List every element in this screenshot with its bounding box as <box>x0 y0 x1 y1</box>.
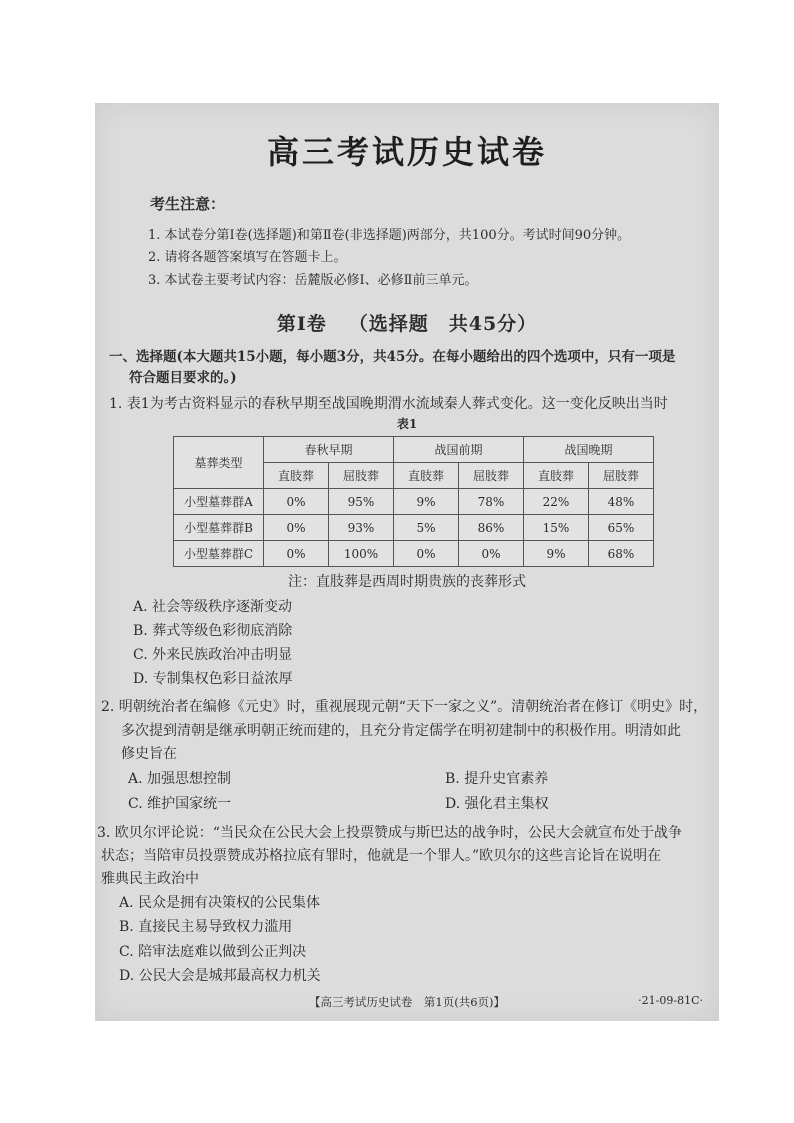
table-row-label: 小型墓葬群C <box>174 541 264 567</box>
table-cell: 48% <box>589 489 654 515</box>
notice-item: 1. 本试卷分第Ⅰ卷(选择题)和第Ⅱ卷(非选择题)两部分，共100分。考试时间90分钟。 <box>148 228 631 243</box>
table-period-header: 春秋早期 <box>264 437 394 463</box>
table-cell: 9% <box>524 541 589 567</box>
question-3-option-d: D. 公民大会是城邦最高权力机关 <box>119 968 321 984</box>
section-desc: （选择题 共45分） <box>348 313 538 335</box>
question-3-option-c: C. 陪审法庭难以做到公正判决 <box>119 944 307 960</box>
paper-code: ·21-09-81C· <box>638 994 703 1007</box>
question-1-stem: 1. 表1为考古资料显示的春秋早期至战国晚期渭水流域秦人葬式变化。这一变化反映出当时 <box>109 396 668 412</box>
table-row <box>174 489 654 515</box>
table-caption: 表1 <box>396 417 418 431</box>
question-3-stem: 状态；当陪审员投票赞成苏格拉底有罪时，他就是一个罪人。”欧贝尔的这些言论旨在说明在 <box>101 848 662 864</box>
table-note: 注：直肢葬是西周时期贵族的丧葬形式 <box>288 574 526 590</box>
question-2-stem: 多次提到清朝是继承明朝正统而建的，且充分肯定儒学在明初建制中的积极作用。明清如此 <box>121 723 681 739</box>
table-cell: 100% <box>329 541 394 567</box>
table-cell: 22% <box>524 489 589 515</box>
section-part: 第Ⅰ卷 <box>276 313 327 335</box>
table-corner-cell: 墓葬类型 <box>174 437 264 489</box>
question-1-option-a: A. 社会等级秩序逐渐变动 <box>133 599 293 615</box>
section-instruction: 一、选择题(本大题共15小题，每小题3分，共45分。在每小题给出的四个选项中，只有一项是 <box>109 349 676 365</box>
table-row <box>174 541 654 567</box>
table-subheader: 直肢葬 <box>524 463 589 489</box>
table-cell: 68% <box>589 541 654 567</box>
page-footer: 【高三考试历史试卷 第1页(共6页)】 <box>308 995 506 1009</box>
question-2-option-b: B. 提升史官素养 <box>445 771 549 787</box>
table-row-label: 小型墓葬群B <box>174 515 264 541</box>
question-2-stem: 2. 明朝统治者在编修《元史》时，重视展现元朝“天下一家之义”。清朝统治者在修订《明史》时， <box>101 699 708 715</box>
table-header-row <box>174 437 654 463</box>
question-2-option-c: C. 维护国家统一 <box>128 796 232 812</box>
table-cell: 86% <box>459 515 524 541</box>
table-cell: 15% <box>524 515 589 541</box>
table-period-header: 战国前期 <box>394 437 524 463</box>
table-cell: 78% <box>459 489 524 515</box>
notice-heading: 考生注意： <box>150 195 226 213</box>
page-title: 高三考试历史试卷 <box>266 133 547 171</box>
question-1-option-c: C. 外来民族政治冲击明显 <box>133 647 293 663</box>
table-subheader: 屈肢葬 <box>589 463 654 489</box>
table-cell: 93% <box>329 515 394 541</box>
table-subheader: 直肢葬 <box>264 463 329 489</box>
burial-table <box>173 436 654 567</box>
table-subheader: 直肢葬 <box>394 463 459 489</box>
notice-item: 3. 本试卷主要考试内容：岳麓版必修Ⅰ、必修Ⅱ前三单元。 <box>148 273 478 288</box>
table-cell: 65% <box>589 515 654 541</box>
question-3-option-b: B. 直接民主易导致权力滥用 <box>119 919 293 935</box>
table-cell: 0% <box>264 541 329 567</box>
question-2-stem: 修史旨在 <box>121 746 177 762</box>
table-period-header: 战国晚期 <box>524 437 654 463</box>
section-instruction: 符合题目要求的。) <box>129 370 237 386</box>
exam-paper <box>95 103 719 1021</box>
question-3-stem: 雅典民主政治中 <box>101 871 199 887</box>
table-subheader: 屈肢葬 <box>459 463 524 489</box>
table-cell: 5% <box>394 515 459 541</box>
question-2-option-d: D. 强化君主集权 <box>445 796 549 812</box>
table-cell: 9% <box>394 489 459 515</box>
question-1-option-d: D. 专制集权色彩日益浓厚 <box>133 671 293 687</box>
section-title <box>95 309 719 336</box>
table-cell: 0% <box>264 489 329 515</box>
question-3-option-a: A. 民众是拥有决策权的公民集体 <box>119 895 321 911</box>
table-subheader: 屈肢葬 <box>329 463 394 489</box>
table-cell: 0% <box>394 541 459 567</box>
notice-item: 2. 请将各题答案填写在答题卡上。 <box>148 250 347 265</box>
question-1-option-b: B. 葬式等级色彩彻底消除 <box>133 623 293 639</box>
table-row-label: 小型墓葬群A <box>174 489 264 515</box>
table-cell: 0% <box>459 541 524 567</box>
question-3-stem: 3. 欧贝尔评论说：“当民众在公民大会上投票赞成与斯巴达的战争时，公民大会就宣布处于战争 <box>97 825 682 841</box>
question-2-option-a: A. 加强思想控制 <box>128 771 232 787</box>
table-cell: 95% <box>329 489 394 515</box>
table-cell: 0% <box>264 515 329 541</box>
table-row <box>174 515 654 541</box>
